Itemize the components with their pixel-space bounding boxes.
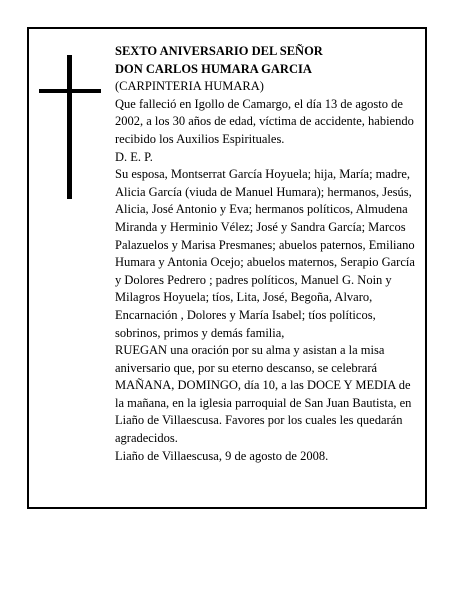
family-paragraph: Su esposa, Montserrat García Hoyuela; hija, María; madre, Alicia García (viuda de Manuel Humara); hermanos, Jesús, Alicia, José Antonio y Eva; hermanos políticos, Almudena Miranda y Herminio Vélez; José y Sandra García; Marcos Palazuelos y Marisa Presmanes; abuelos paternos, Emiliano Humara y Antonia Ocejo; abuelos maternos, Serapio García y Dolores Pedrero ; padres políticos, Manuel G. Noin y Milagros Hoyuela; tíos, Lita, José, Begoña, Alvaro, Encarnación , Dolores y María Isabel; tíos políticos, sobrinos, primos y demás familia, bbox=[115, 167, 415, 340]
notice-text bbox=[115, 43, 421, 465]
death-details-paragraph: Que falleció en Igollo de Camargo, el día 13 de agosto de 2002, a los 30 años de edad, víctima de accidente, habiendo recibido los Auxilios Espirituales. bbox=[115, 96, 414, 146]
cross-icon bbox=[39, 55, 101, 199]
notice-title-line-2: DON CARLOS HUMARA GARCIA bbox=[115, 61, 312, 76]
mass-invitation-paragraph: RUEGAN una oración por su alma y asistan a la misa aniversario que, por su eterno descanso, se celebrará MAÑANA, DOMINGO, día 10, a las DOCE Y MEDIA de la mañana, en la iglesia parroquial de San Juan Bautista, en Liaño de Villaescusa. Favores por los cuales les quedarán agradecidos. bbox=[115, 343, 412, 446]
cross-vertical-bar bbox=[67, 55, 72, 199]
dep-line: D. E. P. bbox=[115, 149, 153, 164]
notice-title-line-1: SEXTO ANIVERSARIO DEL SEÑOR bbox=[115, 44, 323, 58]
place-date-line: Liaño de Villaescusa, 9 de agosto de 2008. bbox=[115, 448, 329, 463]
notice-subtitle: (CARPINTERIA HUMARA) bbox=[115, 79, 264, 94]
cross-horizontal-bar bbox=[39, 89, 101, 93]
obituary-notice bbox=[27, 27, 427, 509]
